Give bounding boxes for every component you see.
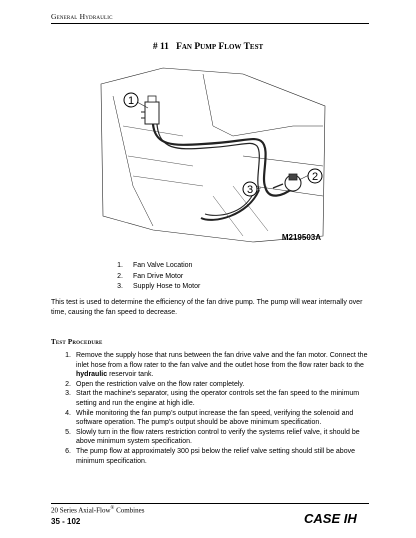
procedure-step — [51, 380, 371, 390]
page-number: 35 - 102 — [51, 517, 81, 526]
footer-registered-mark: ® — [110, 506, 115, 511]
section-heading — [51, 338, 103, 346]
fan-pump-illustration — [93, 66, 328, 246]
legend-label: Fan Valve Location — [133, 262, 193, 269]
running-header-text: General Hydraulic — [51, 12, 113, 21]
section-heading-text: Test Procedure — [51, 338, 103, 346]
legend-number: 2. — [117, 272, 123, 280]
step-text-part: reservoir tank. — [107, 371, 154, 379]
callout-1: 1 — [127, 95, 135, 107]
step-number: 5. — [65, 428, 71, 436]
step-number: 6. — [65, 447, 71, 455]
step-number: 1. — [65, 352, 71, 359]
procedure-step — [51, 389, 371, 408]
running-header — [51, 12, 113, 21]
legend-item — [100, 282, 200, 293]
page-title — [0, 42, 416, 52]
figure-legend — [100, 261, 200, 293]
legend-item — [100, 272, 200, 283]
step-text — [76, 351, 371, 380]
legend-item — [100, 261, 200, 272]
callout-2: 2 — [311, 171, 319, 183]
step-number: 3. — [65, 390, 71, 398]
case-ih-logo — [304, 511, 369, 525]
logo-text: CASE IH — [304, 511, 357, 525]
callout-3: 3 — [246, 184, 254, 196]
title-text: Fan Pump Flow Test — [176, 42, 264, 52]
logo-svg — [304, 511, 369, 525]
footer-series-name: 20 Series Axial-Flow — [51, 506, 111, 515]
step-text-bold: hydraulic — [76, 371, 108, 379]
step-number: 2. — [65, 380, 71, 388]
procedure-steps — [51, 351, 371, 466]
step-text: The pump flow at approximately 300 psi below the relief valve setting should still be above minimum specification. — [76, 447, 355, 465]
procedure-step — [51, 447, 371, 466]
intro-paragraph: This test is used to determine the efficiency of the fan drive pump. The pump will wear internally over time, causing the fan speed to decrease. — [51, 299, 363, 316]
procedure-step — [51, 428, 371, 447]
legend-label: Fan Drive Motor — [133, 272, 184, 280]
figure-reference: M219503A — [281, 233, 321, 242]
legend-number: 1. — [117, 262, 123, 269]
legend-label: Supply Hose to Motor — [133, 283, 201, 290]
step-text: Slowly turn in the flow raters restriction control to verify the systems relief valve, it should be above minimum system specification. — [76, 428, 360, 446]
step-text: Open the restriction valve on the flow rater completely. — [76, 380, 245, 388]
step-number: 4. — [65, 409, 71, 417]
legend-number: 3. — [117, 283, 123, 290]
header-rule — [51, 23, 369, 24]
step-text: Start the machine’s separator, using the operator controls set the fan speed to the minimum setting and run the engine at high idle. — [76, 390, 360, 407]
step-text-part: Remove the supply hose that runs between the fan drive valve and the fan motor. Connect the inlet hose from a flow rater to the fan valve and the outlet hose from the flow rater back to the — [76, 352, 368, 369]
footer-series — [51, 506, 144, 514]
procedure-step — [51, 351, 371, 380]
illustration-svg — [93, 66, 328, 246]
procedure-step — [51, 409, 371, 428]
title-number: # 11 — [152, 42, 169, 52]
footer-series-suffix: Combines — [114, 506, 145, 515]
footer-rule — [51, 503, 369, 504]
step-text: While monitoring the fan pump’s output increase the fan speed, verifying the solenoid and software operation. The pump’s output should be above minimum specification. — [76, 409, 354, 427]
